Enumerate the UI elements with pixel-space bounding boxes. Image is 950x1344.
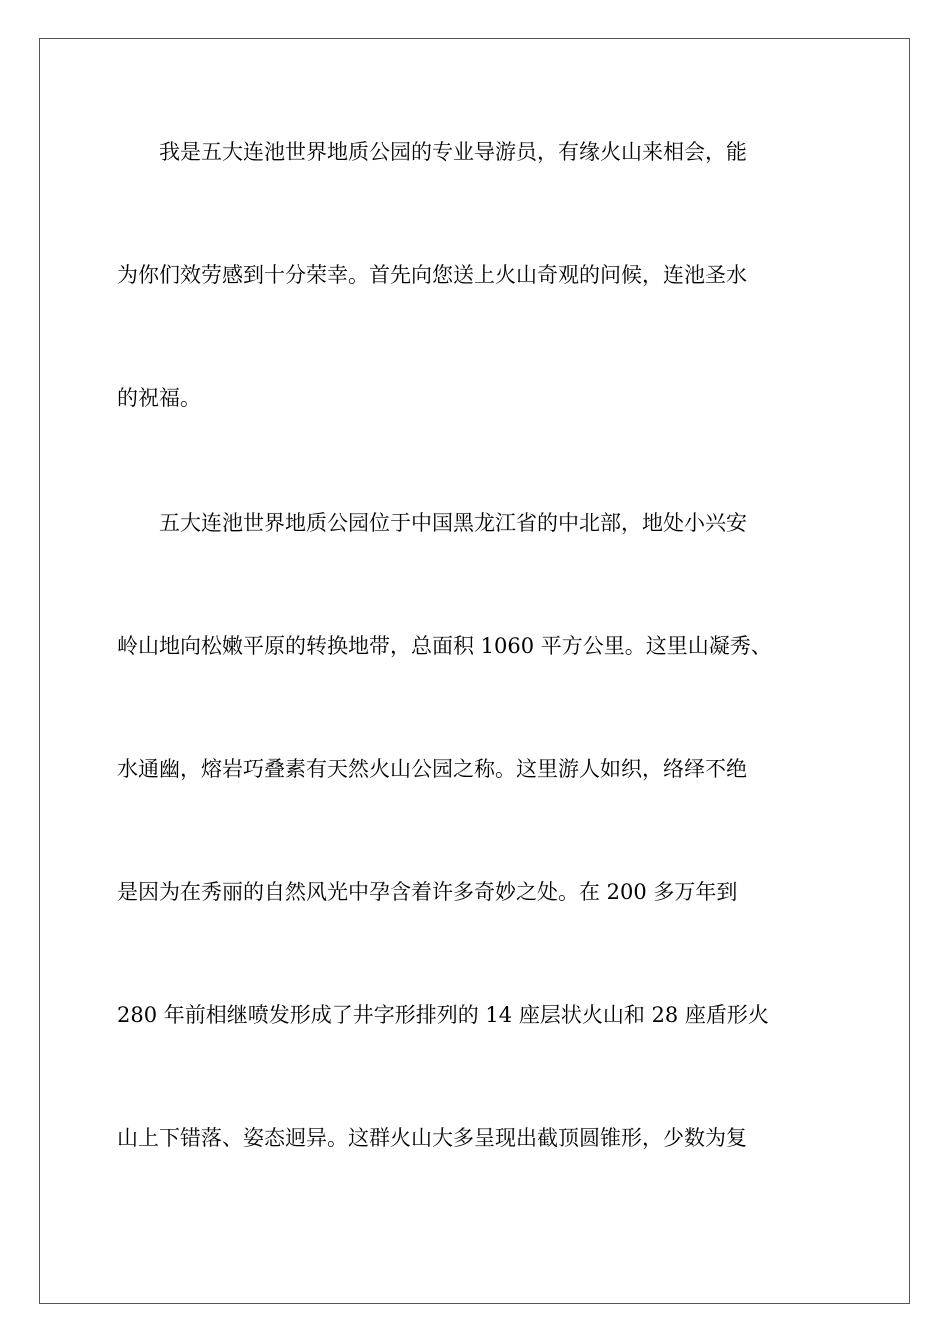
page-frame [39, 38, 910, 1304]
text-line: 水通幽，熔岩巧叠素有天然火山公园之称。这里游人如织，络绎不绝 [117, 757, 747, 781]
text-line: 是因为在秀丽的自然风光中孕含着许多奇妙之处。在 200 多万年到 [117, 880, 738, 904]
text-line: 280 年前相继喷发形成了井字形排列的 14 座层状火山和 28 座盾形火 [117, 1003, 769, 1027]
text-line: 的祝福。 [117, 386, 201, 410]
text-line: 为你们效劳感到十分荣幸。首先向您送上火山奇观的问候，连池圣水 [117, 263, 747, 287]
text-line: 五大连池世界地质公园位于中国黑龙江省的中北部，地处小兴安 [117, 511, 747, 535]
text-line: 山上下错落、姿态迥异。这群火山大多呈现出截顶圆锥形，少数为复 [117, 1126, 747, 1150]
text-line: 岭山地向松嫩平原的转换地带，总面积 1060 平方公里。这里山凝秀、 [117, 634, 772, 658]
text-line: 我是五大连池世界地质公园的专业导游员，有缘火山来相会，能 [117, 140, 747, 164]
